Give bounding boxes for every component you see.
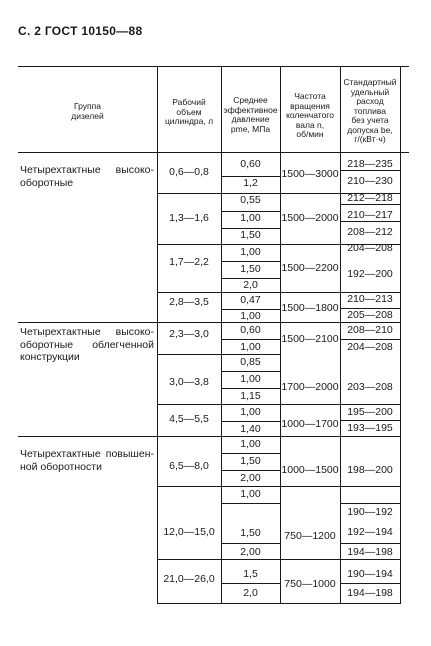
pressure-cell: 1,00 — [240, 438, 261, 450]
row-separator — [221, 421, 280, 422]
pressure-cell: 1,5 — [243, 568, 258, 580]
rpm-cell: 750—1200 — [284, 530, 336, 542]
row-separator — [157, 486, 400, 487]
page-header: С. 2 ГОСТ 10150—88 — [18, 24, 143, 38]
rpm-cell: 750—1000 — [284, 578, 336, 590]
pressure-cell: 0,85 — [240, 356, 261, 368]
pressure-cell: 2,0 — [243, 587, 258, 599]
row-separator — [340, 503, 400, 504]
volume-cell: 0,6—0,8 — [169, 166, 209, 178]
row-separator — [340, 204, 400, 205]
row-separator — [340, 543, 400, 544]
rpm-cell: 1700—2000 — [281, 381, 339, 393]
header-rpm: Частота вращения коленчатого вала n, об/мин — [286, 91, 334, 139]
row-separator — [221, 583, 280, 584]
fuel-cell: 198—200 — [347, 464, 393, 476]
row-separator — [221, 339, 280, 340]
fuel-cell: 205—208 — [347, 309, 393, 321]
volume-cell: 21,0—26,0 — [163, 573, 215, 585]
pressure-cell: 1,15 — [240, 390, 261, 402]
pressure-cell: 0,60 — [240, 158, 261, 170]
fuel-cell: 208—210 — [347, 324, 393, 336]
fuel-cell: 212—218 — [347, 192, 393, 204]
fuel-consumption-table — [18, 66, 409, 604]
row-separator — [157, 559, 400, 560]
table-bottom-rule — [157, 603, 400, 604]
group-label: Четырехтактные высоко-оборотные облегченной конструкции — [20, 326, 154, 363]
pressure-cell: 1,50 — [240, 527, 261, 539]
fuel-cell: 218—235 — [347, 158, 393, 170]
volume-cell: 1,3—1,6 — [169, 212, 209, 224]
row-separator — [221, 470, 280, 471]
fuel-cell: 192—194 — [347, 526, 393, 538]
row-separator — [340, 339, 400, 340]
rpm-cell: 1500—2100 — [281, 333, 339, 345]
row-separator — [221, 261, 280, 262]
pressure-cell: 1,00 — [240, 212, 261, 224]
rpm-cell: 1000—1700 — [281, 418, 339, 430]
fuel-cell: 203—208 — [347, 381, 393, 393]
volume-cell: 1,7—2,2 — [169, 256, 209, 268]
pressure-cell: 2,00 — [240, 546, 261, 558]
pressure-cell: 1,00 — [240, 310, 261, 322]
pressure-cell: 2,0 — [243, 279, 258, 291]
fuel-cell: 208—212 — [347, 226, 393, 238]
row-separator — [221, 543, 280, 544]
row-separator — [221, 388, 280, 389]
row-separator — [221, 453, 280, 454]
row-separator — [157, 354, 280, 355]
header-volume: Рабочий объем цилиндра, л — [164, 97, 214, 126]
fuel-cell: 190—194 — [347, 568, 393, 580]
rpm-cell: 1500—2000 — [281, 212, 339, 224]
volume-cell: 2,3—3,0 — [169, 328, 209, 340]
group-label: Четырехтактные высоко-оборотные — [20, 164, 154, 189]
pressure-cell: 1,40 — [240, 423, 261, 435]
rpm-cell: 1500—2200 — [281, 262, 339, 274]
table-top-rule — [18, 66, 409, 67]
pressure-cell: 0,47 — [240, 294, 261, 306]
row-separator — [157, 404, 400, 405]
header-group: Группа дизелей — [71, 101, 104, 121]
header-bottom-rule — [18, 152, 409, 153]
fuel-cell: 193—195 — [347, 422, 393, 434]
volume-cell: 12,0—15,0 — [163, 526, 215, 538]
group-label: Четырехтактные повышен-ной оборотности — [20, 448, 154, 473]
fuel-cell: 204—208 — [347, 242, 393, 254]
fuel-cell: 194—198 — [347, 546, 393, 558]
row-separator — [340, 221, 400, 222]
row-separator — [18, 322, 400, 323]
pressure-cell: 1,00 — [240, 488, 261, 500]
pressure-cell: 1,00 — [240, 341, 261, 353]
pressure-cell: 1,50 — [240, 229, 261, 241]
volume-cell: 3,0—3,8 — [169, 376, 209, 388]
volume-cell: 4,5—5,5 — [169, 413, 209, 425]
pressure-cell: 2,00 — [240, 472, 261, 484]
row-separator — [340, 170, 400, 171]
fuel-cell: 192—200 — [347, 268, 393, 280]
fuel-cell: 210—213 — [347, 293, 393, 305]
row-separator — [340, 583, 400, 584]
fuel-cell: 195—200 — [347, 406, 393, 418]
rpm-cell: 1500—3000 — [281, 168, 339, 180]
volume-cell: 2,8—3,5 — [169, 296, 209, 308]
volume-cell: 6,5—8,0 — [169, 460, 209, 472]
row-separator — [18, 436, 400, 437]
rpm-cell: 1500—1800 — [281, 302, 339, 314]
fuel-cell: 190—192 — [347, 506, 393, 518]
pressure-cell: 1,50 — [240, 263, 261, 275]
rpm-cell: 1000—1500 — [281, 464, 339, 476]
header-fuel: Стандартный удельный расход топлива без учета допуска be, г/(кВт·ч) — [343, 77, 397, 144]
fuel-cell: 204—208 — [347, 341, 393, 353]
row-separator — [340, 420, 400, 421]
pressure-cell: 0,60 — [240, 324, 261, 336]
pressure-cell: 0,55 — [240, 194, 261, 206]
fuel-cell: 194—198 — [347, 587, 393, 599]
fuel-cell: 210—230 — [347, 175, 393, 187]
pressure-cell: 1,00 — [240, 246, 261, 258]
header-pressure: Среднее эффективное давление pme, МПа — [223, 95, 278, 134]
pressure-cell: 1,00 — [240, 373, 261, 385]
pressure-cell: 1,2 — [243, 177, 258, 189]
column-divider — [400, 66, 401, 604]
fuel-cell: 210—217 — [347, 209, 393, 221]
row-separator — [221, 503, 280, 504]
pressure-cell: 1,00 — [240, 406, 261, 418]
pressure-cell: 1,50 — [240, 455, 261, 467]
row-separator — [221, 371, 280, 372]
